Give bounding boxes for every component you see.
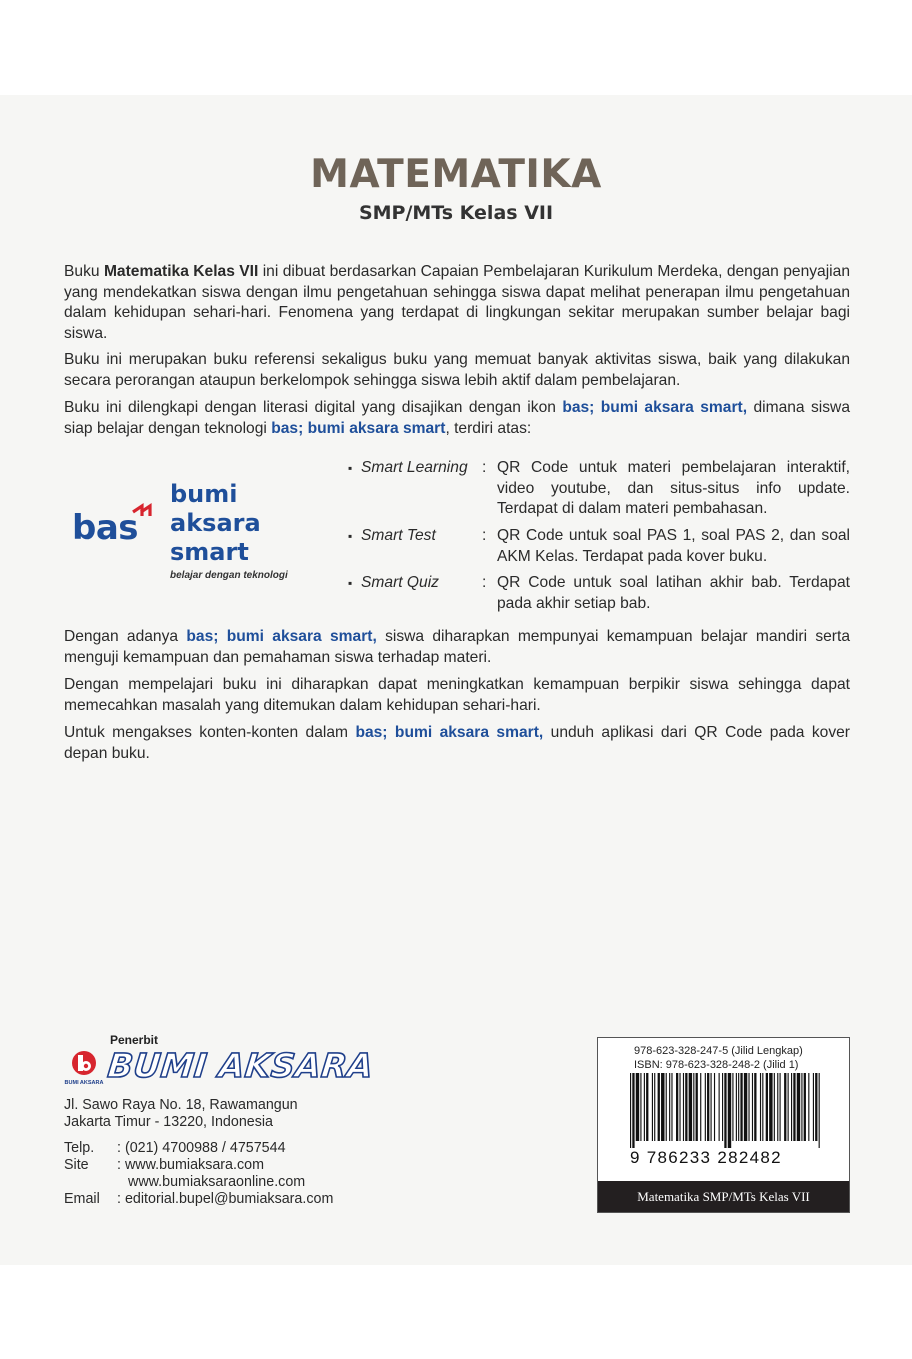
barcode-icon — [628, 1073, 823, 1148]
barcode-bar — [705, 1073, 706, 1141]
publisher-name: BUMI AKSARA — [105, 1046, 376, 1085]
barcode-bar — [762, 1073, 763, 1141]
feature-name: Smart Quiz — [361, 574, 439, 591]
barcode-bar — [671, 1073, 672, 1141]
logo-word-bumi: bumi — [170, 480, 238, 508]
bullet-icon: ▪ — [348, 529, 353, 543]
logo-word-smart: smart — [170, 538, 249, 566]
publisher-label: Penerbit — [110, 1033, 159, 1047]
barcode-bar — [766, 1073, 768, 1141]
barcode-bar — [791, 1073, 792, 1141]
intro-paragraph-2: Buku ini merupakan buku referensi sekaligus buku yang memuat banyak aktivitas siswa, baik yang dilakukan secara perorangan ataupun berkelompok sehingga siswa lebih aktif dalam pembelajaran. — [64, 351, 850, 389]
feature-name: Smart Test — [361, 527, 436, 544]
address-line-2: Jakarta Timur - 13220, Indonesia — [64, 1114, 274, 1130]
barcode-bar — [644, 1073, 645, 1141]
barcode-bar — [646, 1073, 648, 1141]
barcode-bar — [630, 1073, 631, 1148]
logo-abbr: bas — [72, 508, 139, 548]
barcode-bar — [808, 1073, 809, 1141]
barcode-bar — [760, 1073, 761, 1141]
feature-name: Smart Learning — [361, 459, 468, 476]
publisher-emblem-icon — [64, 1048, 104, 1086]
bullet-icon: ▪ — [348, 576, 353, 590]
barcode-bar — [744, 1073, 747, 1141]
feature-description: QR Code untuk soal PAS 1, soal PAS 2, dan soal AKM Kelas. Terdapat pada kover buku. — [497, 527, 850, 565]
isbn-box — [597, 1037, 850, 1213]
barcode-bar — [700, 1073, 701, 1141]
barcode-bar — [636, 1073, 639, 1141]
barcode-bar — [714, 1073, 715, 1141]
barcode-bar — [719, 1073, 720, 1141]
barcode-bar — [774, 1073, 775, 1141]
telp-label: Telp. — [64, 1140, 95, 1156]
intro-paragraph-1: Buku Matematika Kelas VII ini dibuat berdasarkan Capaian Pembelajaran Kurikulum Merdeka, dengan penyajian yang mendekatkan siswa dengan ilmu pengetahuan sehingga siswa dapat melihat penerapan ilmu pengetahuan dalam kehidupan sehari-hari. Fenomena yang terdapat di lingkungan sekitar merupakan sumber belajar bagi siswa. — [64, 263, 850, 342]
barcode-bar — [654, 1073, 655, 1141]
barcode-bar — [693, 1073, 694, 1141]
barcode-bar — [752, 1073, 753, 1141]
barcode-bar — [797, 1073, 800, 1141]
barcode-bar — [676, 1073, 678, 1141]
bullet-icon: ▪ — [348, 461, 353, 475]
barcode-bar — [632, 1073, 634, 1148]
outro-paragraph-3: Untuk mengakses konten-konten dalam bas; bumi aksara smart, unduh aplikasi dari QR Code pada kover depan buku. — [64, 724, 850, 762]
logo-word-aksara: aksara — [170, 509, 261, 537]
barcode-bar — [679, 1073, 680, 1141]
barcode-bar — [707, 1073, 709, 1141]
barcode-bar — [728, 1073, 731, 1148]
barcode-bar — [652, 1073, 653, 1141]
book-title: MATEMATIKA — [310, 152, 602, 197]
barcode-bar — [696, 1073, 698, 1141]
isbn-line-1: 978-623-328-247-5 (Jilid Lengkap) — [634, 1045, 803, 1057]
logo-tagline: belajar dengan teknologi — [170, 570, 288, 581]
barcode-bar — [683, 1073, 684, 1141]
barcode-bar — [738, 1073, 739, 1141]
barcode-bar — [711, 1073, 712, 1141]
barcode-bar — [736, 1073, 737, 1141]
isbn-line-2: ISBN: 978-623-328-248-2 (Jilid 1) — [634, 1059, 799, 1071]
barcode-bar — [793, 1073, 795, 1141]
isbn-book-title: Matematika SMP/MTs Kelas VII — [598, 1181, 849, 1212]
address-line-1: Jl. Sawo Raya No. 18, Rawamangun — [64, 1097, 298, 1113]
barcode-bar — [661, 1073, 664, 1141]
barcode-bar — [658, 1073, 660, 1141]
email-label: Email — [64, 1191, 100, 1207]
barcode-bar — [740, 1073, 742, 1141]
barcode-bar — [689, 1073, 692, 1141]
feature-colon: : — [482, 574, 487, 591]
barcode-bar — [724, 1073, 726, 1148]
barcode-number: 9 786233 282482 — [630, 1148, 782, 1167]
barcode-bar — [819, 1073, 820, 1148]
site-value-1: : www.bumiaksara.com — [117, 1157, 264, 1173]
feature-colon: : — [482, 527, 487, 544]
intro-paragraph-3: Buku ini dilengkapi dengan literasi digital yang disajikan dengan ikon bas; bumi aksara smart, dimana siswa siap belajar dengan teknologi bas; bumi aksara smart, terdiri atas: — [64, 399, 850, 437]
arrow-icon — [130, 502, 156, 524]
barcode-bar — [722, 1073, 723, 1141]
feature-description: QR Code untuk soal latihan akhir bab. Terdapat pada akhir setiap bab. — [497, 574, 850, 612]
site-value-2: www.bumiaksaraonline.com — [128, 1174, 306, 1190]
book-subtitle: SMP/MTs Kelas VII — [358, 202, 554, 224]
barcode-bar — [780, 1073, 781, 1141]
outro-paragraph-2: Dengan mempelajari buku ini diharapkan dapat meningkatkan kemampuan berpikir siswa sehingga dapat memecahkan masalah yang ditemukan dalam kehidupan sehari-hari. — [64, 676, 850, 714]
feature-colon: : — [482, 459, 487, 476]
barcode-bar — [801, 1073, 802, 1141]
barcode-bar — [769, 1073, 772, 1141]
barcode-bar — [685, 1073, 687, 1141]
barcode-bar — [666, 1073, 667, 1141]
barcode-bar — [640, 1073, 641, 1141]
barcode-bar — [813, 1073, 814, 1141]
email-value: : editorial.bupel@bumiaksara.com — [117, 1191, 334, 1207]
site-label: Site — [64, 1157, 89, 1173]
feature-description: QR Code untuk materi pembelajaran interaktif, video youtube, dan situs-situs info update. Terdapat di dalam materi pembahasan. — [497, 459, 850, 517]
barcode-bar — [777, 1073, 778, 1141]
outro-paragraph-1: Dengan adanya bas; bumi aksara smart, siswa diharapkan mempunyai kemampuan belajar mandiri serta menguji kemampuan dan pemahaman siswa terhadap materi. — [64, 628, 850, 666]
barcode-bar — [804, 1073, 806, 1141]
barcode-bar — [815, 1073, 817, 1141]
barcode-bar — [788, 1073, 789, 1141]
emblem-text: BUMI AKSARA — [64, 1080, 104, 1086]
telp-value: : (021) 4700988 / 4757544 — [117, 1140, 286, 1156]
barcode-bar — [669, 1073, 670, 1141]
barcode-bar — [784, 1073, 786, 1141]
bas-logo — [70, 478, 320, 588]
barcode-bar — [732, 1073, 733, 1141]
barcode-bar — [748, 1073, 749, 1141]
barcode-bar — [754, 1073, 756, 1141]
